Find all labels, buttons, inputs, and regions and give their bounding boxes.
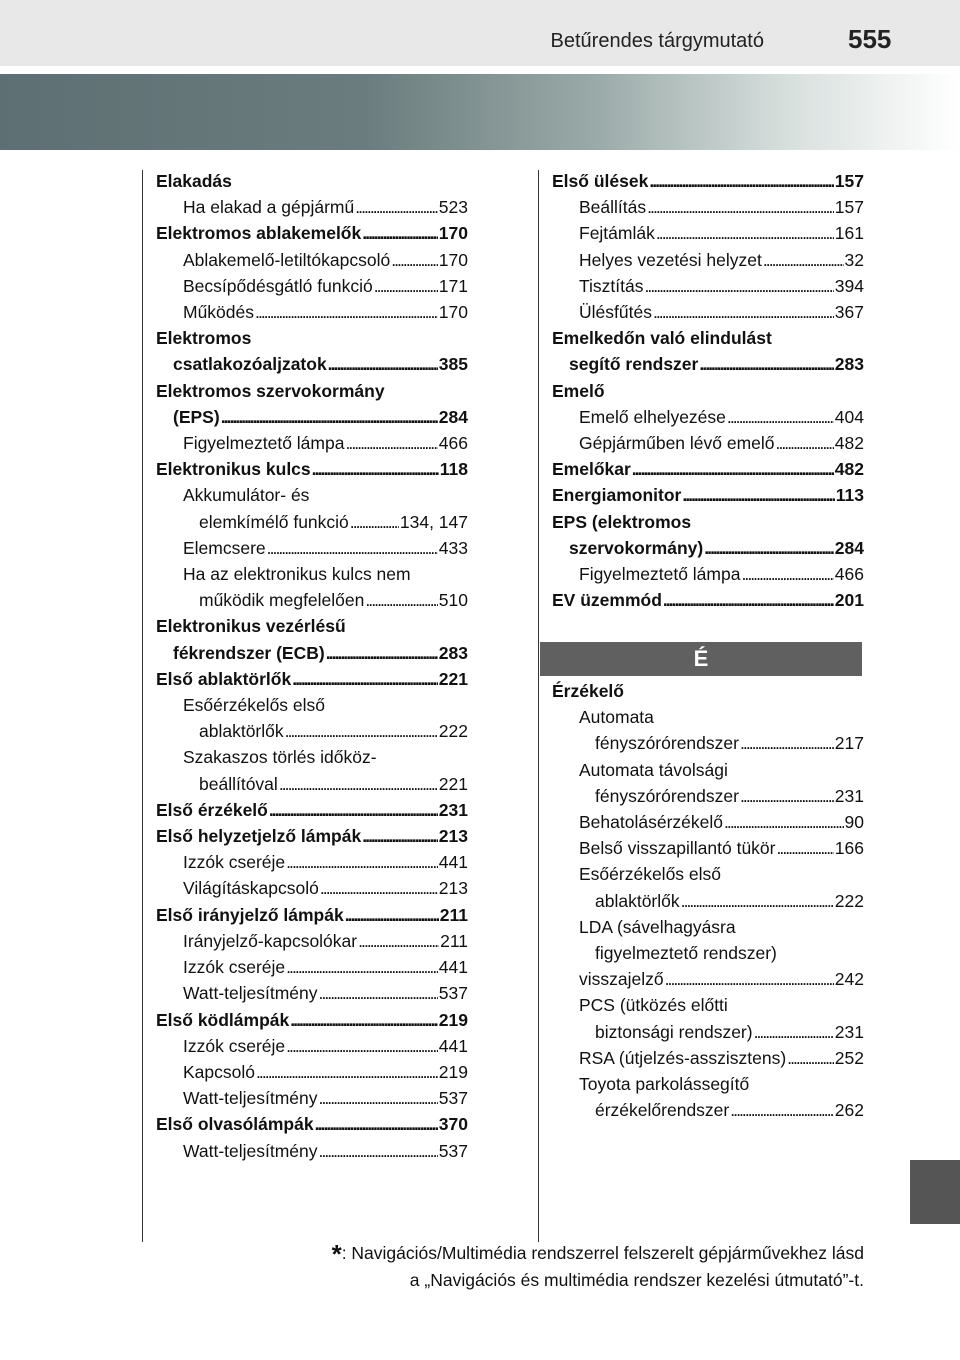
dot-leader xyxy=(727,404,834,430)
dot-leader xyxy=(647,194,834,220)
index-entry-term: Első érzékelő xyxy=(156,799,268,820)
index-entry-page: 231 xyxy=(834,785,864,806)
index-entry-term: (EPS) xyxy=(173,406,220,427)
index-entry xyxy=(552,378,864,404)
index-entry-term: Elektronikus kulcs xyxy=(156,459,311,480)
dot-leader xyxy=(724,809,844,835)
index-entry-term: Figyelmeztető lámpa xyxy=(183,433,345,454)
page-number: 555 xyxy=(848,24,892,54)
index-entry xyxy=(552,220,864,246)
index-entry xyxy=(552,888,864,914)
dot-leader xyxy=(665,966,834,992)
index-entry-page: 283 xyxy=(834,354,864,375)
index-entry-page: 157 xyxy=(834,171,864,191)
index-entry-page: 170 xyxy=(438,302,468,323)
index-entry-page: 221 xyxy=(438,773,468,794)
section-letter-header xyxy=(540,642,862,676)
index-entry xyxy=(552,456,864,482)
dot-leader xyxy=(319,980,438,1006)
index-entry-page: 537 xyxy=(438,983,468,1004)
index-entry xyxy=(552,704,864,730)
index-entry xyxy=(552,757,864,783)
index-entry xyxy=(156,692,468,718)
index-entry-page: 217 xyxy=(834,733,864,754)
index-entry-term: Watt-teljesítmény xyxy=(183,1140,318,1161)
dot-leader xyxy=(787,1045,834,1071)
index-entry-term: Emelő xyxy=(552,380,605,401)
index-entry xyxy=(156,1085,468,1111)
index-entry xyxy=(156,771,468,797)
index-entry-term: Első ködlámpák xyxy=(156,1009,290,1030)
column-divider-left xyxy=(142,170,143,1242)
index-entry-term: Gépjárműben lévő emelő xyxy=(579,433,775,454)
index-entry-term: figyelmeztető rendszer) xyxy=(595,943,777,964)
index-entry xyxy=(552,247,864,273)
index-entry xyxy=(552,809,864,835)
index-entry xyxy=(552,430,864,456)
index-entry-term: Érzékelő xyxy=(552,681,624,701)
index-entry-page: 134, 147 xyxy=(399,511,468,532)
index-entry xyxy=(156,299,468,325)
index-entry-term: beállítóval xyxy=(199,773,278,794)
index-entry-term: Automata távolsági xyxy=(579,759,728,780)
index-entry-page: 252 xyxy=(834,1047,864,1068)
index-entry-term: Emelőkar xyxy=(552,459,631,480)
index-entry-term: RSA (útjelzés-asszisztens) xyxy=(579,1047,787,1068)
index-entry-term: elemkímélő funkció xyxy=(199,511,349,532)
index-entry-term: Tisztítás xyxy=(579,275,644,296)
dot-leader xyxy=(776,430,834,456)
index-entry-page: 170 xyxy=(438,249,468,270)
index-entry xyxy=(156,247,468,273)
index-entry-page: 211 xyxy=(439,904,468,925)
dot-leader xyxy=(741,561,833,587)
index-entry-page: 170 xyxy=(438,223,468,244)
dot-leader xyxy=(255,299,438,325)
dot-leader xyxy=(290,1007,438,1033)
index-entry-page: 482 xyxy=(834,459,864,480)
index-entry xyxy=(552,1071,864,1097)
dot-leader xyxy=(221,404,438,430)
dot-leader xyxy=(269,797,438,823)
index-entry xyxy=(156,980,468,1006)
index-entry-term: Elektromos ablakemelők xyxy=(156,223,362,244)
index-entry-term: működik megfelelően xyxy=(199,590,365,611)
dot-leader xyxy=(699,351,833,377)
index-entry-page: 213 xyxy=(438,826,468,847)
index-entry xyxy=(156,1059,468,1085)
index-column-right-bottom xyxy=(552,678,864,1123)
index-entry xyxy=(156,1138,468,1164)
index-entry xyxy=(156,535,468,561)
dot-leader xyxy=(365,587,437,613)
index-entry xyxy=(552,273,864,299)
index-entry-page: 441 xyxy=(438,957,468,978)
dot-leader xyxy=(267,535,438,561)
index-entry xyxy=(156,456,468,482)
index-entry xyxy=(552,482,864,508)
index-entry xyxy=(156,220,468,246)
index-entry xyxy=(156,378,468,404)
dot-leader xyxy=(328,351,438,377)
dot-leader xyxy=(315,1111,438,1137)
index-entry-term: Helyes vezetési helyzet xyxy=(579,249,762,270)
index-entry-term: Elektronikus vezérlésű xyxy=(156,616,346,637)
index-entry-term: Watt-teljesítmény xyxy=(183,983,318,1004)
index-entry-term: Becsípődésgátló funkció xyxy=(183,275,373,296)
index-entry-term: ablaktörlők xyxy=(595,890,680,911)
dot-leader xyxy=(358,928,439,954)
index-entry-term: Első helyzetjelző lámpák xyxy=(156,826,362,847)
index-entry xyxy=(156,902,468,928)
index-entry xyxy=(552,1045,864,1071)
dot-leader xyxy=(279,771,438,797)
index-entry xyxy=(552,1019,864,1045)
index-entry-term: Irányjelző-kapcsolókar xyxy=(183,930,358,951)
index-entry-page: 222 xyxy=(834,890,864,911)
page-title: Betűrendes tárgymutató xyxy=(550,30,764,52)
dot-leader xyxy=(682,482,834,508)
index-entry xyxy=(552,992,864,1018)
index-entry xyxy=(156,875,468,901)
index-entry-term: Emelő elhelyezése xyxy=(579,406,726,427)
index-entry-page: 510 xyxy=(438,590,468,611)
index-entry xyxy=(552,678,864,704)
index-entry-term: Elemcsere xyxy=(183,537,266,558)
index-entry xyxy=(156,194,468,220)
dot-leader xyxy=(653,299,834,325)
index-entry-term: visszajelző xyxy=(579,969,664,990)
index-entry xyxy=(552,194,864,220)
index-entry-page: 394 xyxy=(834,275,864,296)
index-entry-page: 385 xyxy=(438,354,468,375)
index-entry-term: Beállítás xyxy=(579,197,647,218)
dot-leader xyxy=(632,456,834,482)
index-entry-term: biztonsági rendszer) xyxy=(595,1021,753,1042)
index-entry xyxy=(552,966,864,992)
index-entry-page: 284 xyxy=(834,537,864,558)
index-entry xyxy=(156,587,468,613)
index-entry xyxy=(552,404,864,430)
index-entry xyxy=(156,1033,468,1059)
index-entry xyxy=(156,430,468,456)
index-entry-term: LDA (sávelhagyásra xyxy=(579,916,736,937)
index-entry-term: Behatolásérzékelő xyxy=(579,812,723,833)
index-entry-page: 283 xyxy=(438,642,468,663)
index-entry-page: 231 xyxy=(438,799,468,820)
index-entry-page: 201 xyxy=(834,590,864,611)
index-entry-term: ablaktörlők xyxy=(199,721,284,742)
index-entry xyxy=(156,404,468,430)
index-entry xyxy=(552,783,864,809)
index-entry-page: 219 xyxy=(438,1009,468,1030)
index-entry xyxy=(552,914,864,940)
index-entry xyxy=(156,954,468,980)
index-entry-page: 482 xyxy=(834,433,864,454)
index-column-right-top xyxy=(552,168,864,613)
dot-leader xyxy=(754,1019,834,1045)
index-entry xyxy=(156,849,468,875)
index-entry-page: 523 xyxy=(438,197,468,218)
column-divider-middle xyxy=(538,170,539,1242)
index-column-left xyxy=(156,168,468,1164)
index-entry-page: 370 xyxy=(438,1114,468,1135)
index-entry xyxy=(156,168,468,194)
index-entry-page: 537 xyxy=(438,1088,468,1109)
index-entry-term: segítő rendszer xyxy=(569,354,699,375)
index-entry-term: Belső visszapillantó tükör xyxy=(579,838,776,859)
index-entry-term: Watt-teljesítmény xyxy=(183,1088,318,1109)
dot-leader xyxy=(704,535,834,561)
dot-leader xyxy=(730,1097,834,1123)
index-entry-term: csatlakozóaljzatok xyxy=(173,354,327,375)
index-entry xyxy=(156,744,468,770)
index-entry-page: 433 xyxy=(438,537,468,558)
index-entry-page: 32 xyxy=(844,249,864,270)
index-entry-page: 171 xyxy=(438,275,468,296)
index-entry-page: 219 xyxy=(438,1061,468,1082)
index-entry-page: 466 xyxy=(438,433,468,454)
index-entry xyxy=(552,561,864,587)
index-entry-term: Működés xyxy=(183,302,255,323)
dot-leader xyxy=(355,194,438,220)
dot-leader xyxy=(319,1138,438,1164)
index-entry-term: Emelkedőn való elindulást xyxy=(552,328,772,349)
index-entry-page: 262 xyxy=(834,1100,864,1121)
index-entry-term: Világításkapcsoló xyxy=(183,878,319,899)
index-entry-page: 157 xyxy=(834,197,864,218)
index-entry-page: 367 xyxy=(834,302,864,323)
index-entry xyxy=(552,509,864,535)
index-entry-page: 284 xyxy=(438,406,468,427)
index-entry xyxy=(552,535,864,561)
dot-leader xyxy=(319,1085,438,1111)
index-entry-term: fényszórórendszer xyxy=(595,785,739,806)
index-entry xyxy=(156,325,468,351)
index-entry-page: 222 xyxy=(438,721,468,742)
dot-leader xyxy=(326,640,438,666)
index-entry-term: Energiamonitor xyxy=(552,485,682,506)
index-entry-page: 242 xyxy=(834,969,864,990)
index-entry-term: Toyota parkolássegítő xyxy=(579,1074,750,1095)
footnote-line-1 xyxy=(332,1240,864,1267)
index-entry xyxy=(156,666,468,692)
index-entry-page: 211 xyxy=(440,930,468,951)
index-entry xyxy=(552,835,864,861)
index-entry-term: Ha elakad a gépjármű xyxy=(183,197,355,218)
index-entry-term: Akkumulátor- és xyxy=(183,485,310,506)
footnote xyxy=(332,1240,864,1293)
index-entry-term: Esőérzékelős első xyxy=(579,864,722,885)
dot-leader xyxy=(740,783,834,809)
index-entry xyxy=(156,823,468,849)
index-entry xyxy=(156,273,468,299)
index-entry-term: szervokormány) xyxy=(569,537,704,558)
dot-leader xyxy=(740,730,834,756)
index-entry-term: Első ablaktörlők xyxy=(156,668,292,689)
index-entry-page: 441 xyxy=(438,1035,468,1056)
index-entry xyxy=(552,587,864,613)
dot-leader xyxy=(345,902,439,928)
index-entry-page: 221 xyxy=(438,668,468,689)
dot-leader xyxy=(256,1059,438,1085)
dot-leader xyxy=(656,220,834,246)
index-entry-term: fényszórórendszer xyxy=(595,733,739,754)
index-entry xyxy=(156,613,468,639)
index-entry-page: 537 xyxy=(438,1140,468,1161)
dot-leader xyxy=(681,888,834,914)
dot-leader xyxy=(286,1033,438,1059)
index-entry-term: Elakadás xyxy=(156,171,232,191)
index-entry-term: fékrendszer (ECB) xyxy=(173,642,325,663)
index-entry-page: 113 xyxy=(835,485,864,506)
index-entry-page: 118 xyxy=(439,459,468,480)
dot-leader xyxy=(776,835,833,861)
index-entry-term: EPS (elektromos xyxy=(552,511,692,532)
index-entry-page: 166 xyxy=(834,838,864,859)
index-entry-term: Automata xyxy=(579,707,654,728)
dot-leader xyxy=(362,823,438,849)
footnote-star: * xyxy=(331,1239,342,1269)
index-entry-page: 441 xyxy=(438,852,468,873)
index-entry-term: Szakaszos törlés időköz- xyxy=(183,747,377,768)
index-entry xyxy=(156,561,468,587)
index-entry-term: Izzók cseréje xyxy=(183,1035,286,1056)
index-entry xyxy=(156,797,468,823)
index-entry-page: 213 xyxy=(438,878,468,899)
index-entry-term: Elektromos xyxy=(156,328,252,349)
index-entry xyxy=(156,928,468,954)
index-entry-term: Figyelmeztető lámpa xyxy=(579,564,741,585)
index-entry xyxy=(156,718,468,744)
index-entry-term: Ablakemelő-letiltókapcsoló xyxy=(183,249,391,270)
dot-leader xyxy=(292,666,438,692)
index-entry xyxy=(156,1111,468,1137)
index-entry-page: 466 xyxy=(834,564,864,585)
dot-leader xyxy=(312,456,439,482)
decorative-banner xyxy=(0,74,960,150)
index-entry-term: Első ülések xyxy=(552,171,649,191)
index-entry xyxy=(552,299,864,325)
dot-leader xyxy=(649,168,833,194)
dot-leader xyxy=(663,587,834,613)
index-entry-term: PCS (ütközés előtti xyxy=(579,995,728,1016)
index-entry-page: 404 xyxy=(834,406,864,427)
index-entry xyxy=(156,509,468,535)
index-entry xyxy=(552,351,864,377)
index-entry xyxy=(156,351,468,377)
dot-leader xyxy=(763,247,844,273)
footnote-line-2: a „Navigációs és multimédia rendszer kezelési útmutató”-t. xyxy=(409,1270,864,1290)
index-entry-term: EV üzemmód xyxy=(552,590,662,611)
section-letter: É xyxy=(693,646,709,671)
index-entry-term: Elektromos szervokormány xyxy=(156,380,385,401)
index-entry-term: Első irányjelző lámpák xyxy=(156,904,344,925)
index-entry-page: 161 xyxy=(834,223,864,244)
index-entry xyxy=(552,730,864,756)
index-entry-term: Izzók cseréje xyxy=(183,957,286,978)
index-entry-term: Első olvasólámpák xyxy=(156,1114,314,1135)
index-entry-term: Ha az elektronikus kulcs nem xyxy=(183,564,411,585)
dot-leader xyxy=(645,273,834,299)
dot-leader xyxy=(345,430,437,456)
index-entry xyxy=(156,640,468,666)
index-entry xyxy=(156,482,468,508)
section-thumb-tab xyxy=(910,1160,960,1224)
index-entry-page: 231 xyxy=(834,1021,864,1042)
dot-leader xyxy=(391,247,438,273)
dot-leader xyxy=(374,273,438,299)
dot-leader xyxy=(320,875,438,901)
index-entry xyxy=(552,168,864,194)
index-entry-term: Ülésfűtés xyxy=(579,302,652,323)
index-entry-term: Kapcsoló xyxy=(183,1061,255,1082)
header-bar xyxy=(0,0,960,66)
dot-leader xyxy=(285,718,438,744)
index-entry xyxy=(156,1007,468,1033)
index-entry-term: érzékelőrendszer xyxy=(595,1100,730,1121)
index-entry-page: 90 xyxy=(844,812,864,833)
index-entry-term: Esőérzékelős első xyxy=(183,695,326,716)
dot-leader xyxy=(286,849,438,875)
dot-leader xyxy=(286,954,438,980)
index-entry xyxy=(552,940,864,966)
footnote-text-1: : Navigációs/Multimédia rendszerrel felszerelt gépjárművekhez lásd xyxy=(341,1243,864,1263)
dot-leader xyxy=(350,509,399,535)
index-entry-term: Fejtámlák xyxy=(579,223,655,244)
dot-leader xyxy=(362,220,438,246)
index-entry xyxy=(552,325,864,351)
index-entry xyxy=(552,1097,864,1123)
index-entry xyxy=(552,861,864,887)
index-entry-term: Izzók cseréje xyxy=(183,852,286,873)
